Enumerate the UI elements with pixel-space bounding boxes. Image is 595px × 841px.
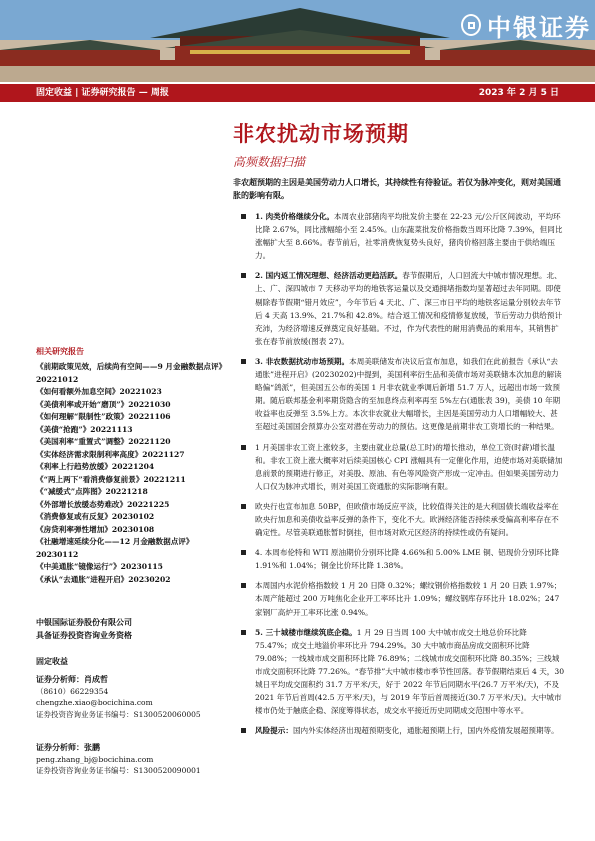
point-text: 本周农业部猪肉平均批发价主要在 22-23 元/公斤区间波动，平均环比降 2.67%，同比涨幅缩小至 2.45%。山东蔬菜批发价格指数当周环比降 7.39%，但同比涨幅扩大至 8.66%。春节前后，社零消费恢复势头良好，猪肉价格回落主要由于供给端压力。 bbox=[255, 212, 563, 261]
bullet-icon bbox=[241, 359, 246, 364]
bullet-icon bbox=[241, 728, 246, 733]
point-commodities bbox=[233, 546, 565, 572]
related-report-item[interactable]: 《承认“去通胀”进程开启》20230202 bbox=[36, 574, 171, 584]
company-name: 中银国际证券股份有限公司 bbox=[36, 617, 132, 627]
analyst-name: 张鹏 bbox=[84, 742, 100, 752]
company-qualification: 具备证券投资咨询业务资格 bbox=[36, 630, 132, 640]
related-report-item[interactable]: 《房贷利率弹性增加》20230108 bbox=[36, 524, 155, 534]
point-lead: 5. 三十城楼市继续筑底企稳。 bbox=[255, 627, 357, 637]
related-report-item[interactable]: 《美债利率或开始“磨顶”》20221030 bbox=[36, 399, 171, 409]
related-report-item[interactable]: 《消费修复或有反复》20230102 bbox=[36, 512, 155, 521]
bullet-icon bbox=[241, 273, 246, 278]
point-meat-prices bbox=[233, 210, 565, 262]
bank-logo-icon bbox=[461, 14, 481, 36]
point-text: 本周美联储发布决议后宣布加息，如我们在此前报告《承认“去通胀”进程开启》(20230202)中提到，美国利率衍生品和美债市场对美联储本次加息的解读略偏“鸽派”，但美国五公布的美国 1 月非农就业季调后新增 51.7 万人，远超出市场一致预期。随后联邦基金利率期货隐含的至加息终点利率再至 5%左右(通胀表 39)，美债 10 年期收益率也反弹至 3.5%上方。本次非农就业大幅增长，主因是美国劳动力人口增幅较大、甚至超过美国国会预算办公室对潜在劳动力的预估。这更像是前期非农工资增长的一种结果。 bbox=[255, 356, 562, 432]
report-type-bar bbox=[0, 84, 595, 102]
analyst-cert: 证券投资咨询业务证书编号：S1300520060005 bbox=[36, 709, 201, 719]
analyst-email[interactable]: peng.zhang_bj@bocichina.com bbox=[36, 754, 154, 764]
report-title: 非农扰动市场预期 bbox=[233, 121, 409, 146]
company-info bbox=[36, 616, 224, 642]
point-cement-steel bbox=[233, 579, 565, 618]
industry-label: 固定收益 bbox=[36, 656, 68, 666]
related-report-item[interactable]: 《“两上两下”看消费修复前景》20221211 bbox=[36, 474, 186, 484]
company-logo bbox=[461, 10, 591, 40]
related-report-item[interactable]: 《如何看额外加息空间》20221023 bbox=[36, 387, 162, 396]
bullet-icon bbox=[241, 214, 246, 219]
analyst-card bbox=[36, 674, 224, 720]
bullet-icon bbox=[241, 445, 246, 450]
bullet-icon bbox=[241, 583, 246, 588]
point-lead: 风险提示： bbox=[255, 726, 293, 736]
point-ecb bbox=[233, 500, 565, 539]
point-text: 国内外实体经济出现超预期变化，通胀超预期上行，国内外疫情发展超预期等。 bbox=[292, 726, 559, 736]
analyst-label: 证券分析师： bbox=[36, 742, 84, 752]
point-text: 本周国内水泥价格指数较 1 月 20 日降 0.32%；螺纹钢价格指数较 1 月 20 日跌 1.97%；本周产能超过 200 万吨焦化企业开工率环比升 1.09%；螺纹钢库存环比升 18.02%；247 家钢厂高炉开工率环比涨 0.94%。 bbox=[255, 581, 562, 617]
related-report-item[interactable]: 《利率上行趋势放缓》20221204 bbox=[36, 462, 155, 471]
related-report-item[interactable]: 《“减缓式”点阵图》20221218 bbox=[36, 487, 148, 496]
point-nonfarm bbox=[233, 355, 565, 434]
related-report-item[interactable]: 《美债“抢跑”》20221113 bbox=[36, 424, 133, 434]
point-return-to-work bbox=[233, 269, 565, 348]
report-summary: 非农超预期的主因是美国劳动力人口增长，其持续性有待验证。若仅为脉冲变化，则对美国通胀的影响有限。 bbox=[233, 177, 561, 200]
related-report-item[interactable]: 《实体经济需求限制利率高度》20221127 bbox=[36, 449, 185, 459]
report-category: 固定收益 | 证券研究报告 — 周报 bbox=[36, 88, 169, 98]
bullet-icon bbox=[241, 630, 246, 635]
point-text: 欧央行也宣布加息 50BP，但欧债市场反应平淡，比较值得关注的是大利国债长端收益率在欧央行加息和美债收益率反弹的条件下，变化不大。欧洲经济能否持续承受偏高利率存在不确定性。尽管美联通胀暂时倒挂，但市场对欧元区经济的持续性或仍有疑问。 bbox=[255, 501, 559, 538]
related-reports-heading: 相关研究报告 bbox=[36, 347, 84, 356]
related-report-item[interactable]: 《如何理解“限制性”政策》20221106 bbox=[36, 412, 171, 421]
logo-text: 中银证券 bbox=[487, 13, 591, 42]
point-wages bbox=[233, 441, 565, 493]
report-subtitle: 高频数据扫描 bbox=[233, 155, 306, 169]
related-report-item[interactable]: 《中美通胀“镜像运行”》20230115 bbox=[36, 562, 163, 571]
point-property bbox=[233, 626, 565, 718]
analyst-email[interactable]: chengzhe.xiao@bocichina.com bbox=[36, 698, 153, 707]
header-banner bbox=[0, 0, 595, 82]
point-risk bbox=[233, 724, 565, 737]
related-report-item[interactable]: 《外部增长放缓态势难改》20221225 bbox=[36, 499, 170, 509]
analyst-cert: 证券投资咨询业务证书编号：S1300520090001 bbox=[36, 766, 201, 775]
point-lead: 3. 非农数据扰动市场预期。 bbox=[255, 356, 350, 366]
point-text: 1 月美国非农工资上涨较多，主要由就业总量(总工时)的增长推动，单位工资(时薪)增长温和。非农工资上涨大概率对后续美国核心 CPI 涨幅具有一定催化作用，迫使市场对美联储加息前景的预期进行修正，对美股、原油、有色等风险资产形成一定冲击。但如果美国劳动力人口仅为脉冲式增长，则对美国工资通胀的实际影响有限。 bbox=[255, 442, 563, 491]
analyst-card bbox=[36, 742, 224, 777]
report-date: 2023 年 2 月 5 日 bbox=[478, 88, 559, 98]
analyst-name: 肖成哲 bbox=[84, 674, 108, 684]
point-text: 春节假期后，人口回流大中城市情况理想。北、上、广、深四城市 7 天移动平均的地铁客运量以及交通拥堵指数均显著超过去年同期。即使剔除春节假期“错月效应”，今年节后 4 天北、广、深三市日平均的地铁客运量分别较去年节后 4 天高 13.9%、21.7%和 42.8%。结合返工情况和疫情修复放缓，节后劳动力供给预计充沛，为经济增速反弹奠定良好基础。不过，作为代表性的耐用消费品的乘用车，其销售扩张在春节前放缓(图表 27)。 bbox=[255, 271, 563, 346]
point-text: 4. 本周布伦特和 WTI 原油期价分别环比降 4.66%和 5.00% LME 铜、铝现价分别环比降 1.91%和 1.04%；铜金比价环比降 1.38%。 bbox=[255, 548, 560, 571]
point-text: 1 月 29 日当周 100 大中城市成交土地总价环比降 75.47%；成交土地溢价率环比升 794.29%。30 大中城市商品房成交面积环比降 79.08%；一线城市成交面积环比降 76.89%；二线城市成交面积环比降 80.35%；三线城市成交面积环比降 77.26%。“春节排”大中城市楼市季节性回落。春节假期结束后 4 天，30 城日平均成交面积约 31.7 万平米/天，好于 2022 年节后同期水平(26.7 万平米/天)，不及 2021 年节后首周(42.5 万平米/天)，与 2019 年节后首周接近(30.7 万平米/天)。大中城市楼市仍处于触底企稳、深度筹得状态，成交水平接近历史同期成交范围中等水平。 bbox=[255, 627, 565, 716]
analyst-phone: （8610）66229354 bbox=[36, 686, 109, 696]
related-report-item[interactable]: 《美国利率“重置式”调整》20221120 bbox=[36, 437, 171, 446]
bullet-icon bbox=[241, 504, 246, 509]
related-reports-list bbox=[36, 361, 224, 586]
related-reports bbox=[36, 346, 224, 586]
point-lead: 2. 国内返工情况理想、经济活动更趋活跃。 bbox=[255, 271, 403, 281]
related-report-item[interactable]: 《社融增速延续分化——12 月金融数据点评》20230112 bbox=[36, 537, 194, 559]
point-lead: 1. 肉类价格继续分化。 bbox=[255, 212, 334, 221]
bullet-icon bbox=[241, 550, 246, 555]
analyst-label: 证券分析师： bbox=[36, 674, 84, 684]
related-report-item[interactable]: 《前期政策见效，后续尚有空间——9 月金融数据点评》20221012 bbox=[36, 362, 223, 384]
report-body bbox=[233, 210, 565, 744]
